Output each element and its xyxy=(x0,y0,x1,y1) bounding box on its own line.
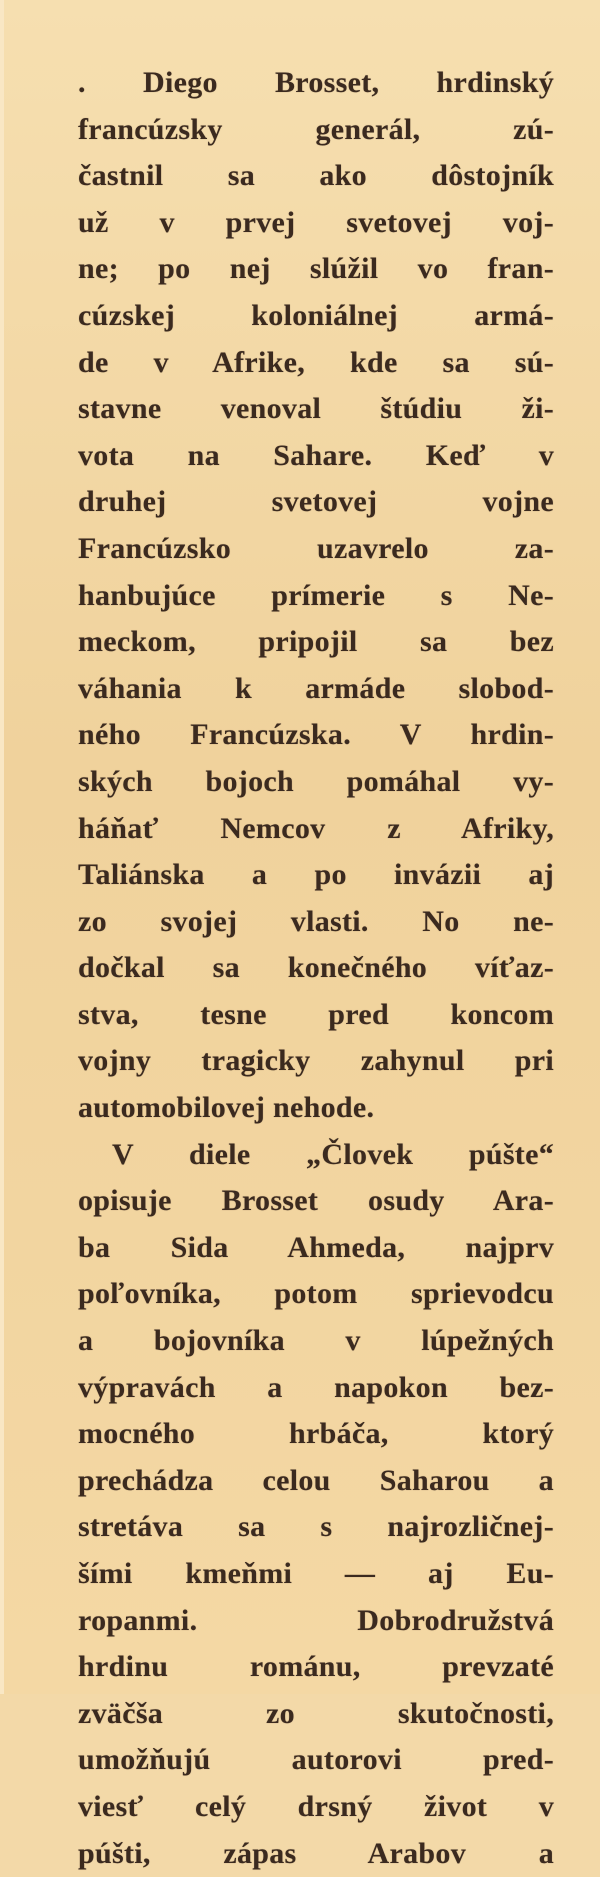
text-line: hanbujúce prímerie s Ne- xyxy=(78,578,554,612)
text-line: šími kmeňmi — aj Eu- xyxy=(78,1557,554,1590)
text-line: de v Afrike, kde sa sú- xyxy=(78,345,554,379)
text-line: meckom, pripojil sa bez xyxy=(78,625,554,659)
text-line: už v prvej svetovej voj- xyxy=(78,205,554,239)
text-line: automobilovej nehode. xyxy=(78,1091,375,1125)
text-line: mocného hrbáča, ktorý xyxy=(78,1417,554,1451)
text-line: výpravách a napokon bez- xyxy=(78,1370,554,1404)
text-line: ného Francúzska. V hrdin- xyxy=(78,718,554,752)
text-line: Francúzsko uzavrelo za- xyxy=(78,531,554,565)
text-line: púšti, zápas Arabov a xyxy=(78,1836,554,1870)
text-line: poľovníka, potom sprievodcu xyxy=(78,1277,554,1311)
text-line: dočkal sa konečného víťaz- xyxy=(78,951,554,985)
text-line: stva, tesne pred koncom xyxy=(78,997,554,1031)
text-line: háňať Nemcov z Afriky, xyxy=(78,811,554,845)
text-line: stretáva sa s najrozličnej- xyxy=(78,1510,554,1544)
text-line: prechádza celou Saharou a xyxy=(78,1463,554,1497)
text-line: cúzskej koloniálnej armá- xyxy=(78,298,554,332)
text-line: častnil sa ako dôstojník xyxy=(78,159,554,193)
text-line: V diele „Človek púšte“ xyxy=(112,1137,554,1171)
text-line: ropanmi. Dobrodružstvá xyxy=(78,1603,554,1637)
text-line: vota na Sahare. Keď v xyxy=(78,438,554,472)
text-line: ských bojoch pomáhal vy- xyxy=(78,764,554,798)
text-line: stavne venoval štúdiu ži- xyxy=(78,392,554,426)
text-line: zväčša zo skutočnosti, xyxy=(78,1696,554,1730)
text-line: opisuje Brosset osudy Ara- xyxy=(78,1184,554,1218)
text-line: vojny tragicky zahynul pri xyxy=(78,1044,554,1078)
text-line: váhania k armáde slobod- xyxy=(78,671,554,705)
text-line: a bojovníka v lúpežných xyxy=(78,1324,554,1358)
text-line: umožňujú autorovi pred- xyxy=(78,1743,554,1777)
text-line: hrdinu románu, prevzaté xyxy=(78,1650,554,1684)
text-line: druhej svetovej vojne xyxy=(78,485,554,519)
text-line: ba Sida Ahmeda, najprv xyxy=(78,1230,554,1264)
text-line: zo svojej vlasti. No ne- xyxy=(78,904,554,938)
text-line: . Diego Brosset, hrdinský xyxy=(78,66,554,99)
text-line: ne; po nej slúžil vo fran- xyxy=(78,252,554,286)
text-line: Taliánska a po invázii aj xyxy=(78,858,554,892)
text-line: viesť celý drsný život v xyxy=(78,1789,554,1823)
text-line: francúzsky generál, zú- xyxy=(78,112,554,146)
paragraph-2 xyxy=(78,1132,554,1877)
paragraph-1 xyxy=(78,60,554,1132)
